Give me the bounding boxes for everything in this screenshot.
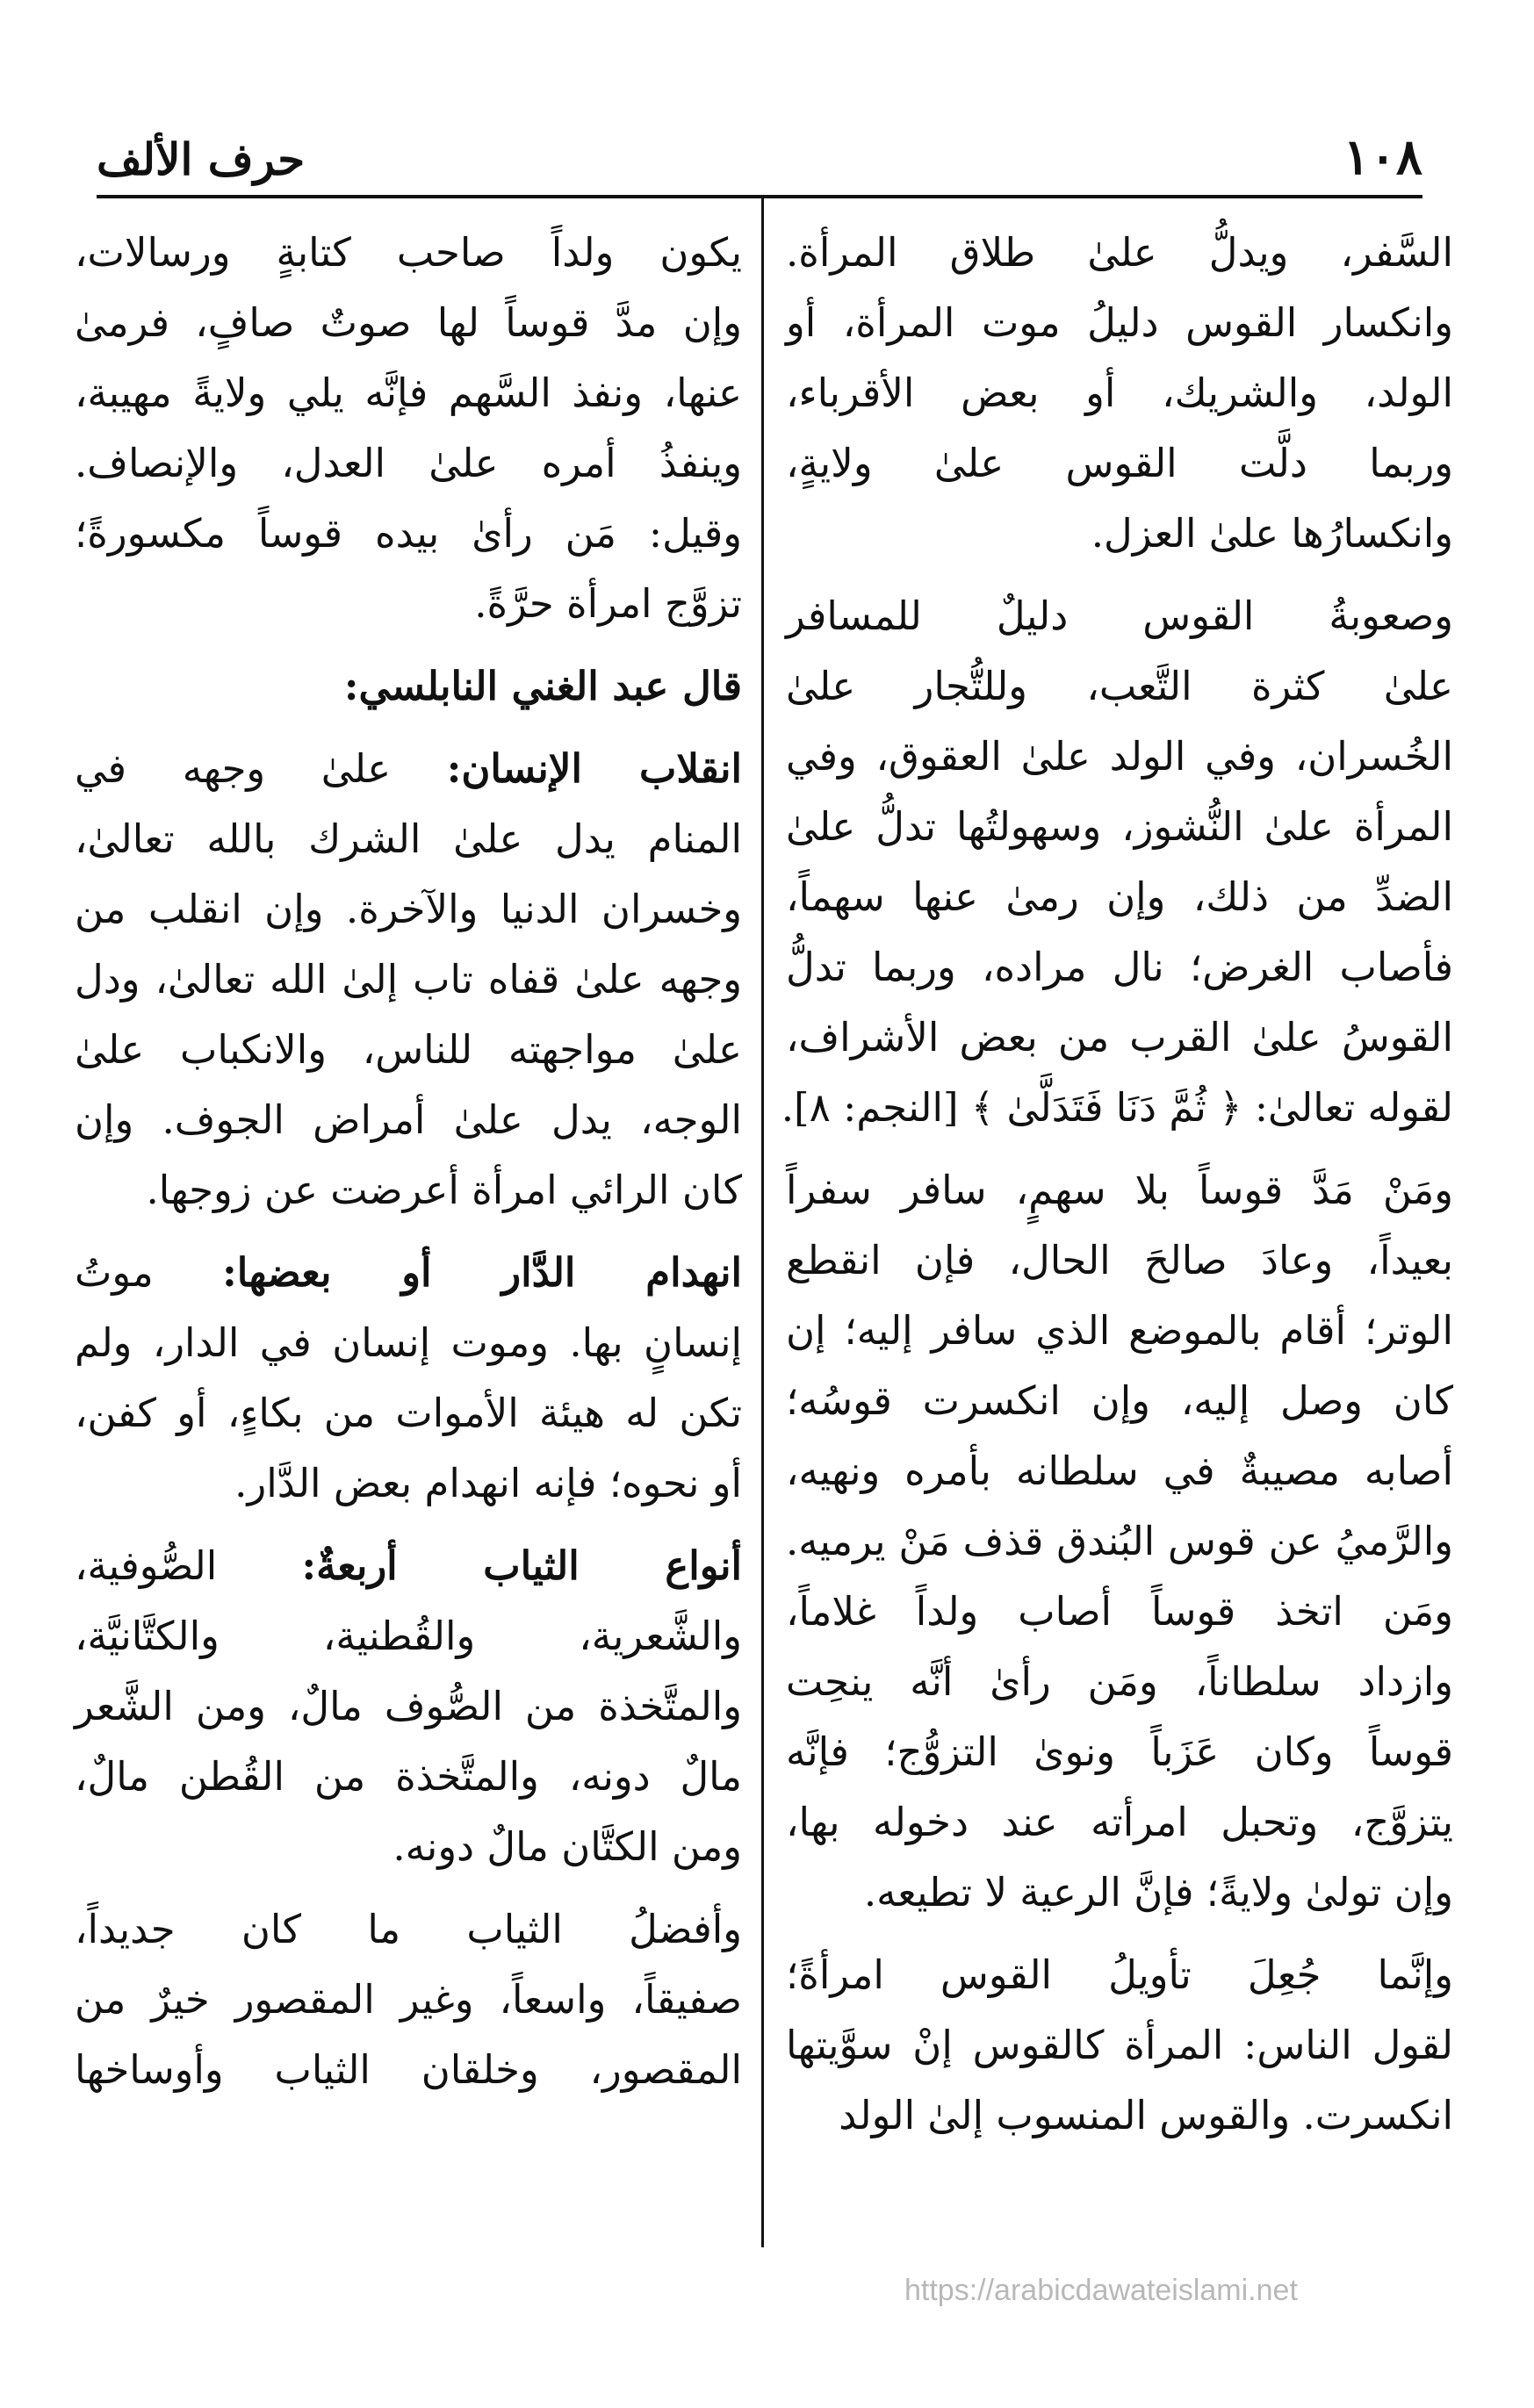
text-line: كان الرائي امرأة أعرضت عن زوجها.	[146, 1167, 742, 1213]
text-line: كان وصل إليه، وإن انكسرت قوسُه؛	[786, 1377, 1453, 1424]
text-line: الولد، والشريك، أو بعض الأقرباء،	[786, 370, 1453, 416]
text-line: تكن له هيئة الأموات من بكاءٍ، أو كفن،	[75, 1390, 742, 1436]
text-line: تزوَّج امرأة حرَّةً.	[474, 580, 742, 627]
text-line: أو نحوه؛ فإنه انهدام بعض الدَّار.	[234, 1460, 742, 1506]
entry-title: انهدام الدَّار أو بعضها:	[222, 1249, 742, 1296]
text-line: يتزوَّج، وتحبل امرأته عند دخوله بها،	[786, 1799, 1453, 1845]
watermark-url: https://arabicdawateislami.net	[904, 2274, 1298, 2307]
text-line: انكسرت. والقوس المنسوب إلىٰ الولد	[839, 2092, 1453, 2138]
paragraph	[75, 1531, 742, 1882]
text-line: قوساً وكان عَزَباً ونوىٰ التزوُّج؛ فإنَّه	[786, 1729, 1453, 1775]
text-line: وإن تولىٰ ولايةً؛ فإنَّ الرعية لا تطيعه.	[863, 1869, 1453, 1916]
text-line: المقصور، وخلقان الثياب وأوساخها	[75, 2046, 742, 2093]
text-line: وخسران الدنيا والآخرة. وإن انقلب من	[75, 886, 742, 932]
author-heading: قال عبد الغني النابلسي:	[343, 663, 742, 709]
paragraph	[781, 581, 1453, 1143]
text-line: الوجه، يدل علىٰ أمراض الجوف. وإن	[75, 1096, 742, 1143]
left-column	[75, 218, 742, 2117]
text-line: المنام يدل علىٰ الشرك بالله تعالىٰ،	[75, 816, 742, 862]
right-column	[781, 218, 1453, 2163]
text-line: والرَّميُ عن قوس البُندق قذف مَنْ يرميه.	[786, 1518, 1453, 1564]
text-fragment: موتُ	[75, 1249, 223, 1296]
paragraph	[75, 1894, 742, 2105]
paragraph	[75, 1238, 742, 1519]
running-head: حرف الألف	[97, 133, 306, 185]
text-line: وإن مدَّ قوساً لها صوتٌ صافٍ، فرمىٰ	[75, 299, 742, 346]
entry-title: انقلاب الإنسان:	[446, 745, 743, 792]
text-line: ومَن اتخذ قوساً أصاب ولداً غلاماً،	[786, 1588, 1453, 1635]
text-line: وأفضلُ الثياب ما كان جديداً،	[75, 1906, 742, 1952]
text-line: وربما دلَّت القوس علىٰ ولايةٍ،	[786, 440, 1453, 486]
text-line: ومن الكتَّان مالٌ دونه.	[393, 1823, 742, 1870]
text-line: وصعوبةُ القوس دليلٌ للمسافر	[786, 593, 1453, 639]
text-line: الضدِّ من ذلك، وإن رمىٰ عنها سهماً،	[786, 873, 1453, 920]
section-heading	[75, 651, 742, 722]
text-line: أصابه مصيبةٌ في سلطانه بأمره ونهيه،	[786, 1448, 1453, 1494]
text-line: عنها، ونفذ السَّهم فإنَّه يلي ولايةً مهيبة،	[75, 370, 742, 416]
text-line: السَّفر، ويدلُّ علىٰ طلاق المرأة.	[786, 229, 1453, 276]
text-fragment: علىٰ وجهه في	[75, 745, 447, 792]
text-line: والشَّعرية، والقُطنية، والكتَّانيَّة،	[75, 1613, 742, 1659]
paragraph	[786, 218, 1453, 569]
text-line: صفيقاً، واسعاً، وغير المقصور خيرٌ من	[75, 1976, 742, 2023]
quran-citation-line: لقوله تعالىٰ: ﴿ ثُمَّ دَنَا فَتَدَلَّىٰ ﴾ [النجم: ٨].	[781, 1084, 1453, 1131]
text-line: وانكسارُها علىٰ العزل.	[1091, 510, 1453, 557]
text-line: فأصاب الغرض؛ نال مراده، وربما تدلُّ	[786, 944, 1453, 990]
page-header	[97, 121, 1422, 191]
text-line: علىٰ كثرة التَّعب، وللتُّجار علىٰ	[786, 663, 1453, 709]
text-line: وإنَّما جُعِلَ تأويلُ القوس امرأةً؛	[786, 1952, 1453, 1998]
text-line: وينفذُ أمره علىٰ العدل، والإنصاف.	[75, 440, 742, 486]
text-line: والمتَّخذة من الصُّوف مالٌ، ومن الشَّعر	[75, 1683, 742, 1729]
text-line: علىٰ مواجهته للناس، والانكباب علىٰ	[75, 1026, 742, 1073]
paragraph	[75, 734, 742, 1226]
text-line: الخُسران، وفي الولد علىٰ العقوق، وفي	[786, 733, 1453, 780]
text-line: الوتر؛ أقام بالموضع الذي سافر إليه؛ إن	[786, 1307, 1453, 1354]
entry-title: أنواع الثياب أربعةٌ:	[301, 1542, 742, 1589]
text-line: وانكسار القوس دليلُ موت المرأة، أو	[786, 299, 1453, 346]
text-line: وجهه علىٰ قفاه تاب إلىٰ الله تعالىٰ، ودل	[75, 956, 742, 1003]
text-line: وقيل: مَن رأىٰ بيده قوساً مكسورةً؛	[75, 510, 742, 557]
text-fragment: الصُّوفية،	[75, 1542, 302, 1589]
header-rule	[97, 195, 1422, 198]
text-line: مالٌ دونه، والمتَّخذة من القُطن مالٌ،	[75, 1753, 742, 1800]
text-line: ومَنْ مَدَّ قوساً بلا سهمٍ، سافر سفراً	[786, 1167, 1453, 1213]
column-divider	[761, 195, 764, 2247]
text-line: بعيداً، وعادَ صالحَ الحال، فإن انقطع	[786, 1237, 1453, 1283]
text-line: المرأة علىٰ النُّشوز، وسهولتُها تدلُّ علىٰ	[786, 803, 1453, 850]
text-line: لقول الناس: المرأة كالقوس إنْ سوَّيتها	[786, 2022, 1453, 2068]
text-line: وازداد سلطاناً، ومَن رأىٰ أنَّه ينحِت	[786, 1658, 1453, 1705]
text-line: إنسانٍ بها. وموت إنسان في الدار، ولم	[75, 1319, 742, 1366]
page-number: ١٠٨	[1343, 128, 1422, 186]
text-line: القوسُ علىٰ القرب من بعض الأشراف،	[786, 1014, 1453, 1060]
paragraph	[75, 218, 742, 639]
paragraph	[786, 1155, 1453, 1928]
text-line: يكون ولداً صاحب كتابةٍ ورسالات،	[75, 229, 742, 276]
paragraph	[786, 1940, 1453, 2151]
